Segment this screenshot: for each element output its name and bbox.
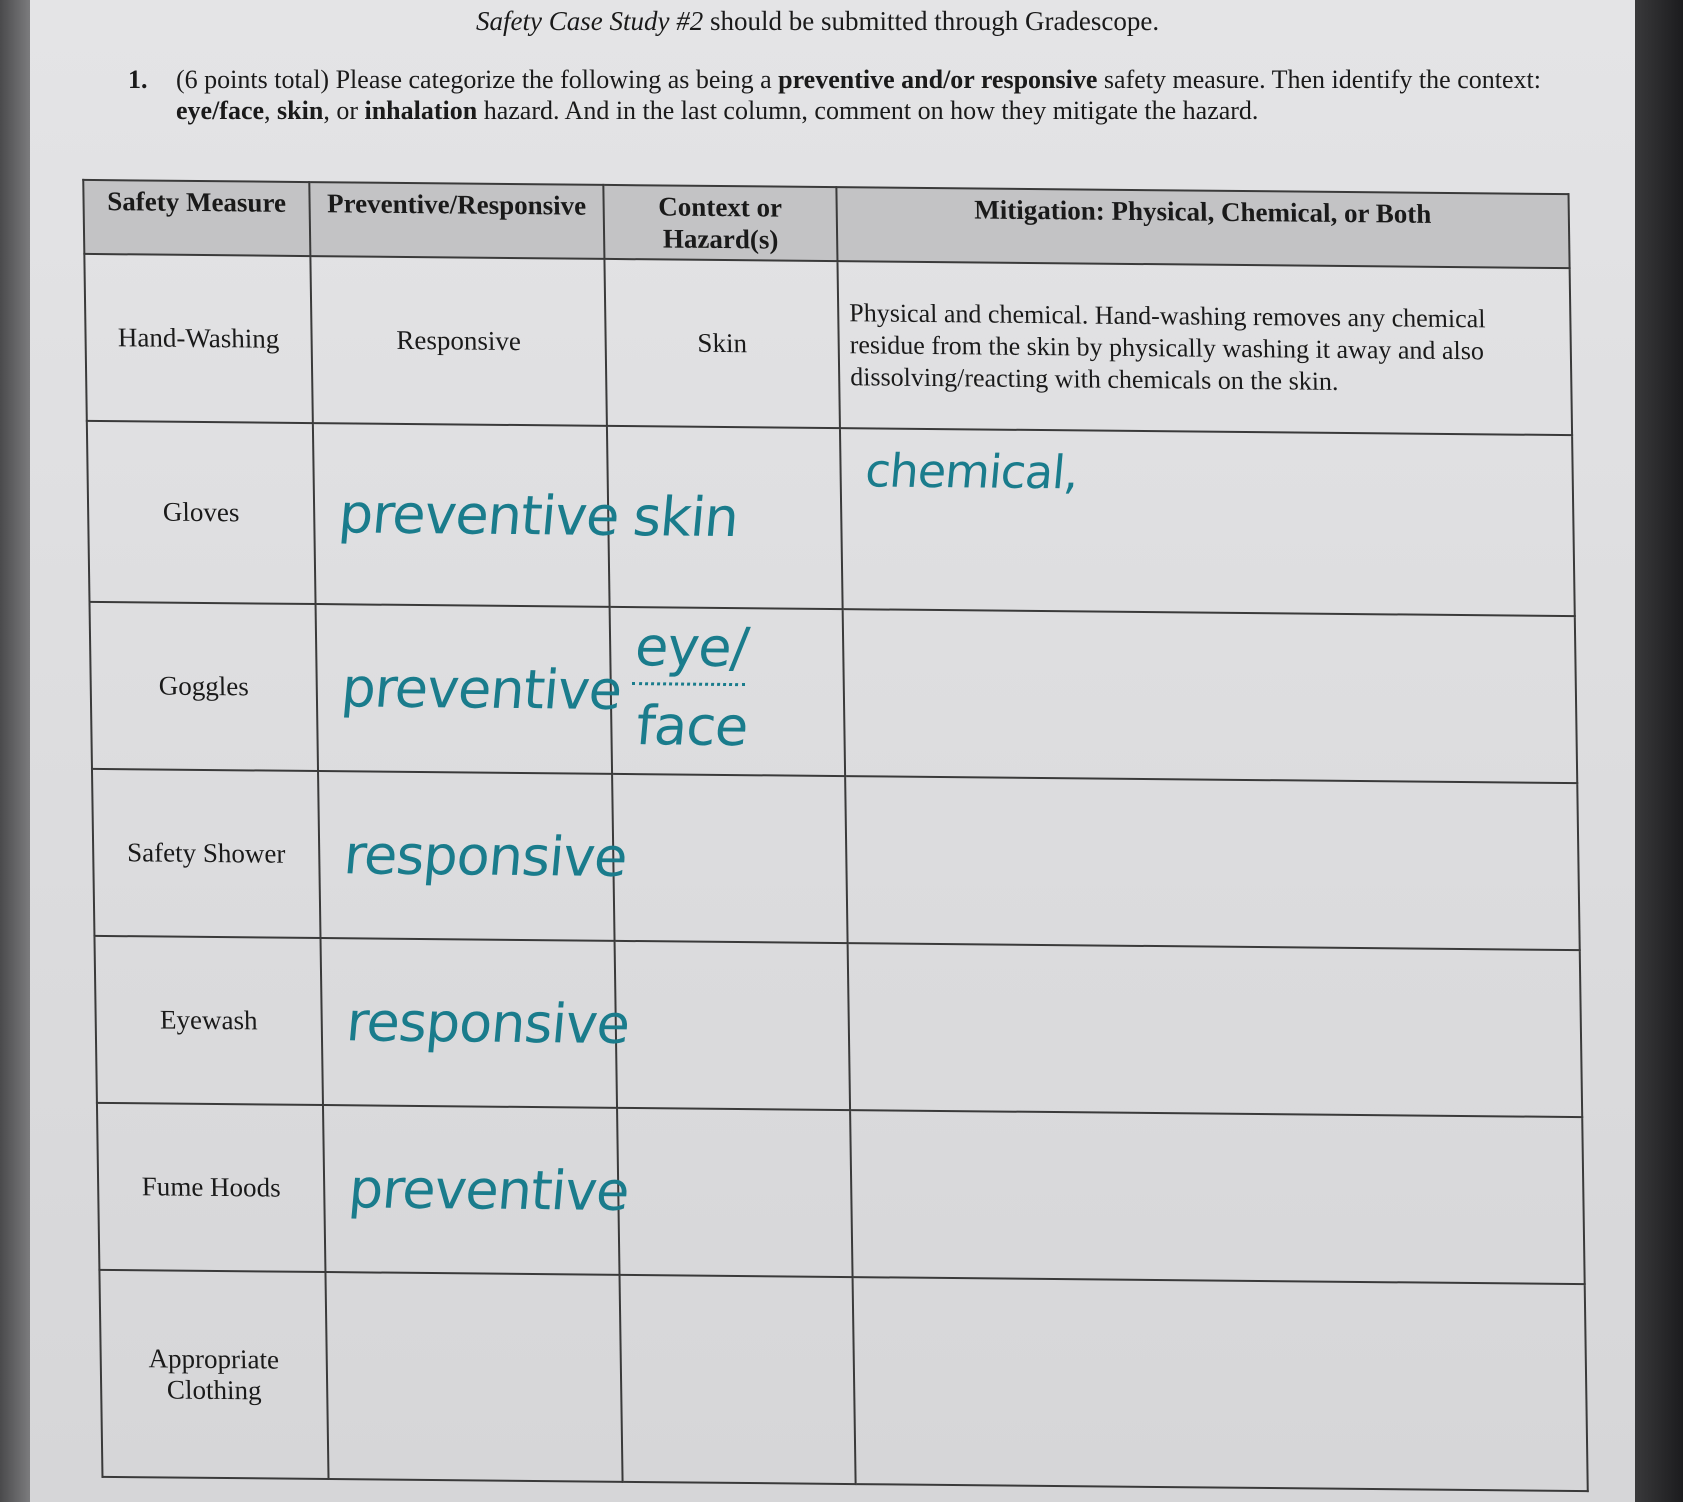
table-header-row (83, 180, 1569, 268)
question-segment: (6 points total) Please categorize the following as being a (176, 65, 779, 94)
handwritten-answer: chemical, (863, 443, 1081, 500)
mitigation-cell[interactable] (843, 609, 1578, 783)
measure-cell: Goggles (89, 602, 318, 771)
question-1 (128, 64, 1548, 126)
safety-measures-table (82, 179, 1589, 1492)
mitigation-cell[interactable]: Physical and chemical. Hand-washing removes any chemical residue from the skin by physically washing it away and also dissolving/reacting with chemicals on the skin. (837, 261, 1572, 435)
measure-cell: Safety Shower (92, 769, 321, 938)
submission-note (476, 6, 1159, 37)
table-row (94, 936, 1582, 1117)
mitigation-cell[interactable] (850, 1110, 1585, 1284)
question-number: 1. (128, 65, 148, 94)
handwritten-answer: responsive (343, 990, 632, 1056)
type-cell[interactable] (320, 938, 632, 1108)
header-preventive-responsive: Preventive/Responsive (309, 182, 604, 259)
question-keyword: eye/face (176, 96, 265, 125)
question-segment: safety measure. Then identify the context: (1097, 65, 1541, 94)
header-safety-measure: Safety Measure (83, 180, 310, 256)
table-row (99, 1270, 1587, 1491)
context-cell[interactable] (617, 1108, 853, 1277)
context-cell[interactable] (615, 941, 851, 1110)
type-cell: Responsive (310, 256, 607, 426)
context-cell: Skin (604, 259, 840, 428)
table-row (97, 1103, 1585, 1284)
mitigation-cell[interactable] (853, 1277, 1588, 1491)
question-text (176, 64, 1548, 126)
handwritten-answer: responsive (341, 823, 630, 889)
handwritten-answer: preventive (336, 482, 622, 548)
handwritten-line: eye/ (632, 612, 751, 686)
header-mitigation: Mitigation: Physical, Chemical, or Both (836, 187, 1569, 268)
measure-cell: Eyewash (94, 936, 323, 1105)
table-row (87, 421, 1575, 616)
measure-cell: Fume Hoods (97, 1103, 326, 1272)
question-segment: , (264, 96, 278, 125)
type-cell[interactable] (323, 1105, 632, 1275)
question-segment: , or (323, 96, 365, 125)
type-cell[interactable] (325, 1272, 622, 1482)
handwritten-answer: skin (630, 485, 741, 550)
handwritten-line: face (633, 693, 751, 758)
mitigation-cell[interactable] (840, 428, 1575, 616)
question-keyword: inhalation (364, 96, 478, 125)
context-cell[interactable] (610, 607, 846, 776)
type-cell[interactable] (316, 604, 624, 774)
photo-background-right (1633, 0, 1683, 1502)
handwritten-answer: preventive (338, 656, 624, 722)
context-cell[interactable] (620, 1275, 856, 1484)
measure-cell: Appropriate Clothing (99, 1270, 328, 1479)
type-cell[interactable] (318, 771, 630, 941)
question-keyword: preventive and/or responsive (778, 65, 1098, 94)
question-keyword: skin (277, 96, 324, 125)
mitigation-cell[interactable] (845, 776, 1580, 950)
question-segment: hazard. And in the last column, comment on how they mitigate the hazard. (477, 96, 1259, 125)
table-row (89, 602, 1577, 783)
table-row (84, 254, 1572, 435)
note-italic: Safety Case Study #2 (476, 6, 704, 36)
header-context: Context or Hazard(s) (603, 185, 837, 261)
type-cell[interactable] (313, 423, 622, 607)
note-text: should be submitted through Gradescope. (703, 6, 1160, 36)
mitigation-cell[interactable] (848, 943, 1583, 1117)
context-cell[interactable] (607, 426, 843, 609)
measure-cell: Gloves (87, 421, 316, 604)
handwritten-context (632, 612, 751, 771)
context-cell[interactable] (612, 774, 848, 943)
handwritten-answer: preventive (346, 1157, 632, 1223)
table-row (92, 769, 1580, 950)
measure-cell: Hand-Washing (84, 254, 313, 423)
